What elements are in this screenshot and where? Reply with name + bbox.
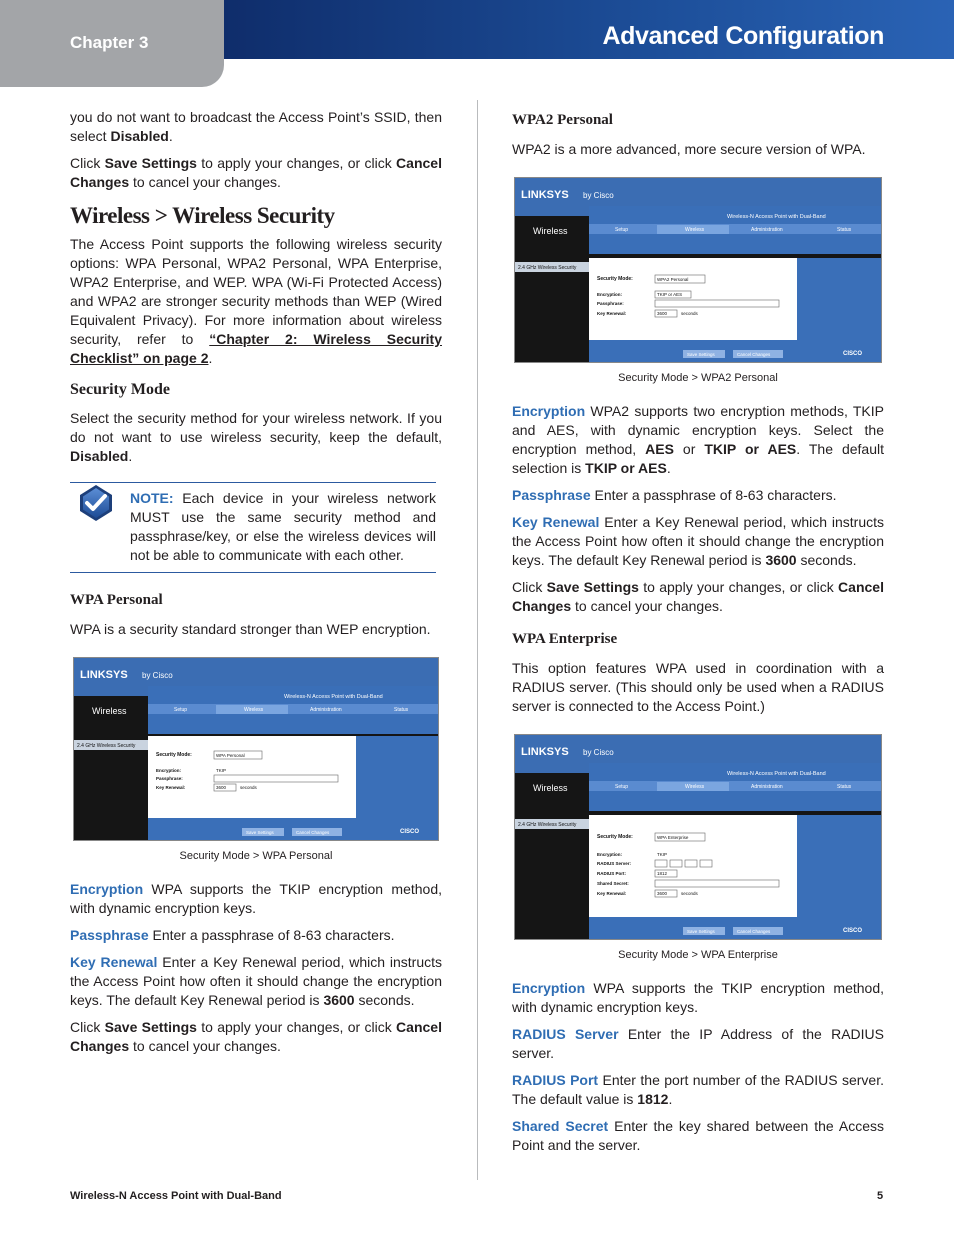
column-divider xyxy=(477,100,478,1180)
subheading-wpa2-personal: WPA2 Personal xyxy=(512,112,613,128)
svg-text:LINKSYS: LINKSYS xyxy=(521,746,569,758)
screenshot-wpa-personal xyxy=(73,657,439,841)
term-shared-secret: Shared Secret Enter the key shared between the Access Point and the server. xyxy=(512,1118,884,1153)
paragraph: The Access Point supports the following wireless security options: WPA Personal, WPA2 Personal, WPA Enterprise, WPA2 Enterprise, and WEP. WPA (Wi-Fi Protected Access) and WPA2 are stronger security methods than WEP (Wired Equivalent Privacy). For more information about wireless security, refer to “Chapter 2: Wireless Security Checklist” on page 2. xyxy=(70,236,442,366)
figure-caption: Security Mode > WPA Personal xyxy=(179,850,333,862)
svg-text:by Cisco: by Cisco xyxy=(142,671,173,680)
page-title: Advanced Configuration xyxy=(602,22,884,50)
svg-text:WPA Enterprise: WPA Enterprise xyxy=(657,835,689,840)
svg-text:by Cisco: by Cisco xyxy=(583,748,614,757)
svg-text:Save Settings: Save Settings xyxy=(687,352,715,357)
screenshot-wpa-enterprise-image xyxy=(515,735,881,939)
figure-caption: Security Mode > WPA Enterprise xyxy=(618,949,778,961)
svg-text:3600: 3600 xyxy=(657,891,668,896)
paragraph: Click Save Settings to apply your changes, or click Cancel Changes to cancel your changes. xyxy=(512,579,884,614)
svg-text:Wireless: Wireless xyxy=(244,707,264,713)
svg-text:Wireless-N Access Point with D: Wireless-N Access Point with Dual-Band xyxy=(727,214,826,220)
svg-text:Key Renewal:: Key Renewal: xyxy=(597,891,627,896)
paragraph: Click Save Settings to apply your changes, or click Cancel Changes to cancel your changes. xyxy=(70,1019,442,1054)
svg-text:Cancel Changes: Cancel Changes xyxy=(296,830,330,835)
svg-text:seconds: seconds xyxy=(240,785,257,790)
svg-text:2.4 GHz Wireless Security: 2.4 GHz Wireless Security xyxy=(518,265,577,271)
page-number: 5 xyxy=(877,1190,884,1202)
chapter-link[interactable]: “Chapter 2: Wireless Security Checklist” on page 2 xyxy=(70,331,442,366)
svg-text:Encryption:: Encryption: xyxy=(597,292,623,297)
term-radius-server: RADIUS Server Enter the IP Address of the RADIUS server. xyxy=(512,1026,884,1061)
footer-product: Wireless-N Access Point with Dual-Band xyxy=(70,1190,282,1202)
svg-text:Key Renewal:: Key Renewal: xyxy=(156,785,186,790)
svg-text:Encryption:: Encryption: xyxy=(597,852,623,857)
note-label: NOTE: xyxy=(130,490,174,506)
svg-text:CISCO: CISCO xyxy=(843,351,863,357)
svg-text:Shared Secret:: Shared Secret: xyxy=(597,881,629,886)
term-encryption: Encryption WPA2 supports two encryption methods, TKIP and AES, with dynamic encryption keys. Select the encryption method, AES or TKIP or AES. The default selection is TKIP or AES. xyxy=(512,403,885,476)
subheading-wpa-personal: WPA Personal xyxy=(70,592,163,608)
svg-text:Key Renewal:: Key Renewal: xyxy=(597,311,627,316)
svg-text:Cancel Changes: Cancel Changes xyxy=(737,929,771,934)
svg-text:Status: Status xyxy=(394,707,409,713)
svg-text:3600: 3600 xyxy=(657,311,668,316)
svg-text:Save Settings: Save Settings xyxy=(687,929,715,934)
term-radius-port: RADIUS Port Enter the port number of the RADIUS server. The default value is 1812. xyxy=(512,1072,884,1107)
svg-text:1812: 1812 xyxy=(657,871,668,876)
svg-text:Setup: Setup xyxy=(615,227,629,233)
svg-text:Wireless: Wireless xyxy=(533,783,568,793)
svg-text:Security Mode:: Security Mode: xyxy=(156,752,192,758)
svg-text:TKIP: TKIP xyxy=(657,852,668,857)
svg-text:Wireless-N Access Point with D: Wireless-N Access Point with Dual-Band xyxy=(284,694,383,700)
screenshot-wpa-enterprise xyxy=(514,734,882,940)
screenshot-wpa2-personal-image xyxy=(515,178,881,362)
term-encryption: Encryption WPA supports the TKIP encryption method, with dynamic encryption keys. xyxy=(70,881,442,916)
svg-text:2.4 GHz Wireless Security: 2.4 GHz Wireless Security xyxy=(77,743,136,749)
svg-text:Wireless: Wireless xyxy=(533,226,568,236)
paragraph: This option features WPA used in coordination with a RADIUS server. (This should only be used when a RADIUS server is connected to the Access Point.) xyxy=(512,660,884,714)
paragraph: you do not want to broadcast the Access Point’s SSID, then select Disabled. xyxy=(70,109,442,144)
term-key-renewal: Key Renewal Enter a Key Renewal period, which instructs the Access Point how often it should change the encryption keys. The default Key Renewal period is 3600 seconds. xyxy=(512,514,884,568)
subheading-wpa-enterprise: WPA Enterprise xyxy=(512,631,618,647)
svg-text:WPA2 Personal: WPA2 Personal xyxy=(657,277,689,282)
screenshot-wpa2-personal xyxy=(514,177,882,363)
svg-text:Security Mode:: Security Mode: xyxy=(597,834,633,840)
subheading-security-mode: Security Mode xyxy=(70,381,170,398)
svg-text:by Cisco: by Cisco xyxy=(583,191,614,200)
svg-text:CISCO: CISCO xyxy=(400,829,420,835)
svg-text:Status: Status xyxy=(837,227,852,233)
svg-text:Wireless: Wireless xyxy=(92,706,127,716)
svg-text:Save Settings: Save Settings xyxy=(246,830,274,835)
svg-text:Cancel Changes: Cancel Changes xyxy=(737,352,771,357)
term-encryption: Encryption WPA supports the TKIP encryption method, with dynamic encryption keys. xyxy=(512,980,884,1015)
svg-text:RADIUS Port:: RADIUS Port: xyxy=(597,871,626,876)
figure-caption: Security Mode > WPA2 Personal xyxy=(618,372,778,384)
paragraph: Click Save Settings to apply your changes, or click Cancel Changes to cancel your changes. xyxy=(70,155,442,190)
note-box: NOTE: Each device in your wireless network MUST use the same security method and passphrase/key, or else the wireless devices will not be able to communicate with each other. xyxy=(70,482,436,573)
svg-text:CISCO: CISCO xyxy=(843,928,863,934)
svg-text:LINKSYS: LINKSYS xyxy=(80,669,128,681)
svg-text:2.4 GHz Wireless Security: 2.4 GHz Wireless Security xyxy=(518,822,577,828)
term-key-renewal: Key Renewal Enter a Key Renewal period, which instructs the Access Point how often it should change the encryption keys. The default Key Renewal period is 3600 seconds. xyxy=(70,954,442,1008)
svg-text:seconds: seconds xyxy=(681,891,698,896)
paragraph: WPA2 is a more advanced, more secure version of WPA. xyxy=(512,141,866,157)
svg-text:Security Mode:: Security Mode: xyxy=(597,276,633,282)
checkmark-icon xyxy=(76,483,116,523)
screenshot-wpa-personal-image xyxy=(74,658,438,840)
svg-text:Administration: Administration xyxy=(751,784,783,790)
svg-text:Setup: Setup xyxy=(174,707,188,713)
paragraph: WPA is a security standard stronger than WEP encryption. xyxy=(70,621,431,637)
chapter-label: Chapter 3 xyxy=(70,33,149,52)
svg-text:RADIUS Server:: RADIUS Server: xyxy=(597,861,632,866)
svg-text:seconds: seconds xyxy=(681,311,698,316)
svg-text:WPA Personal: WPA Personal xyxy=(216,753,245,758)
right-column xyxy=(512,108,884,1163)
svg-text:3600: 3600 xyxy=(216,785,227,790)
svg-text:Passphrase:: Passphrase: xyxy=(156,776,183,781)
svg-text:TKIP or AES: TKIP or AES xyxy=(657,292,683,297)
svg-text:TKIP: TKIP xyxy=(216,768,227,773)
svg-text:Wireless-N Access Point with D: Wireless-N Access Point with Dual-Band xyxy=(727,771,826,777)
term-passphrase: Passphrase Enter a passphrase of 8-63 characters. xyxy=(512,487,837,503)
section-heading: Wireless > Wireless Security xyxy=(70,203,335,228)
svg-text:Encryption:: Encryption: xyxy=(156,768,182,773)
paragraph: Select the security method for your wireless network. If you do not want to use wireless security, keep the default, Disabled. xyxy=(70,410,442,464)
svg-text:Status: Status xyxy=(837,784,852,790)
svg-text:Wireless: Wireless xyxy=(685,784,705,790)
term-passphrase: Passphrase Enter a passphrase of 8-63 characters. xyxy=(70,927,395,943)
svg-text:Administration: Administration xyxy=(310,707,342,713)
svg-text:Passphrase:: Passphrase: xyxy=(597,301,624,306)
left-column xyxy=(70,108,442,1064)
svg-text:Administration: Administration xyxy=(751,227,783,233)
svg-text:Wireless: Wireless xyxy=(685,227,705,233)
svg-text:Setup: Setup xyxy=(615,784,629,790)
svg-text:LINKSYS: LINKSYS xyxy=(521,189,569,201)
